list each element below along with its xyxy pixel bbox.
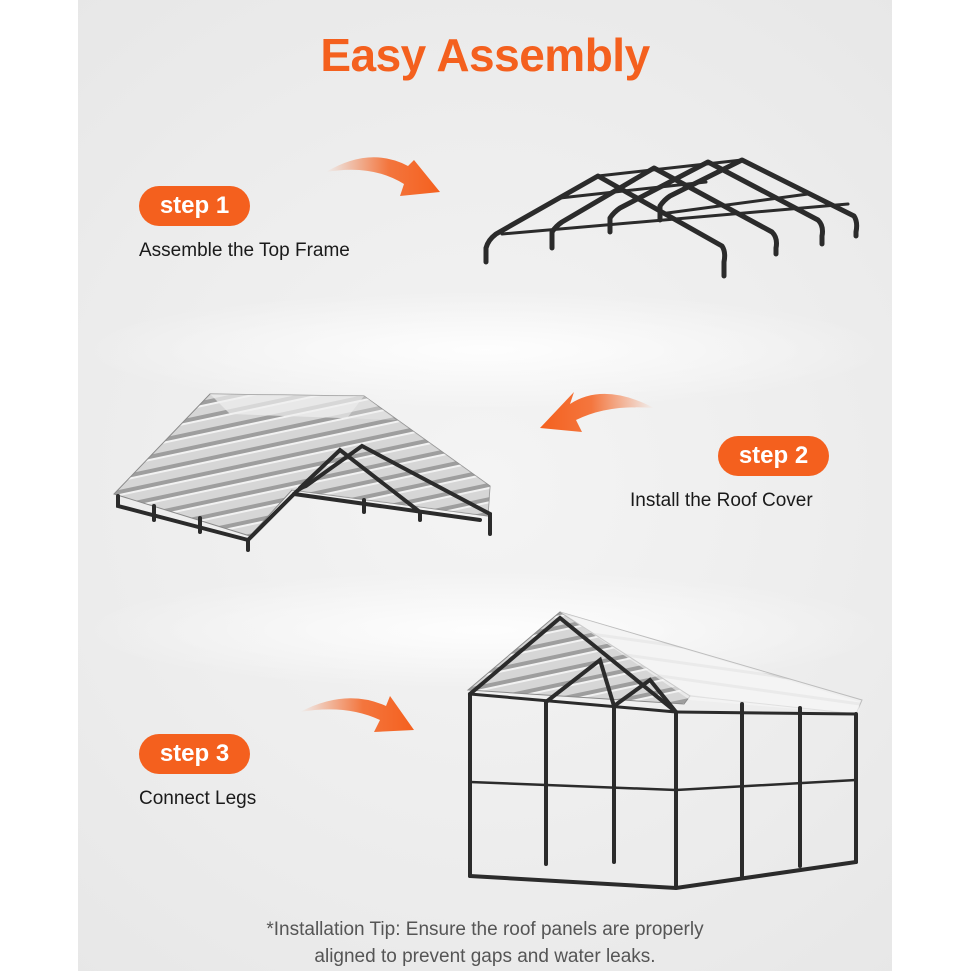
step-1-caption: Assemble the Top Frame: [139, 240, 350, 261]
top-frame-illustration: [486, 160, 857, 276]
step-2-badge: step 2: [718, 436, 829, 476]
arrow-right-icon: [326, 157, 440, 196]
step-3-badge: step 3: [139, 734, 250, 774]
installation-tip-line-1: *Installation Tip: Ensure the roof panels are properly: [266, 919, 704, 940]
carport-illustration: [468, 612, 862, 888]
installation-tip: [0, 916, 970, 970]
step-2-caption: Install the Roof Cover: [630, 490, 813, 511]
arrow-left-icon: [540, 392, 654, 432]
roof-cover-illustration: [114, 394, 490, 550]
installation-tip-line-2: aligned to prevent gaps and water leaks.: [314, 946, 656, 967]
arrow-right-icon: [300, 696, 414, 732]
step-3-caption: Connect Legs: [139, 788, 257, 809]
step-1-badge: step 1: [139, 186, 250, 226]
page-title: Easy Assembly: [320, 29, 650, 81]
